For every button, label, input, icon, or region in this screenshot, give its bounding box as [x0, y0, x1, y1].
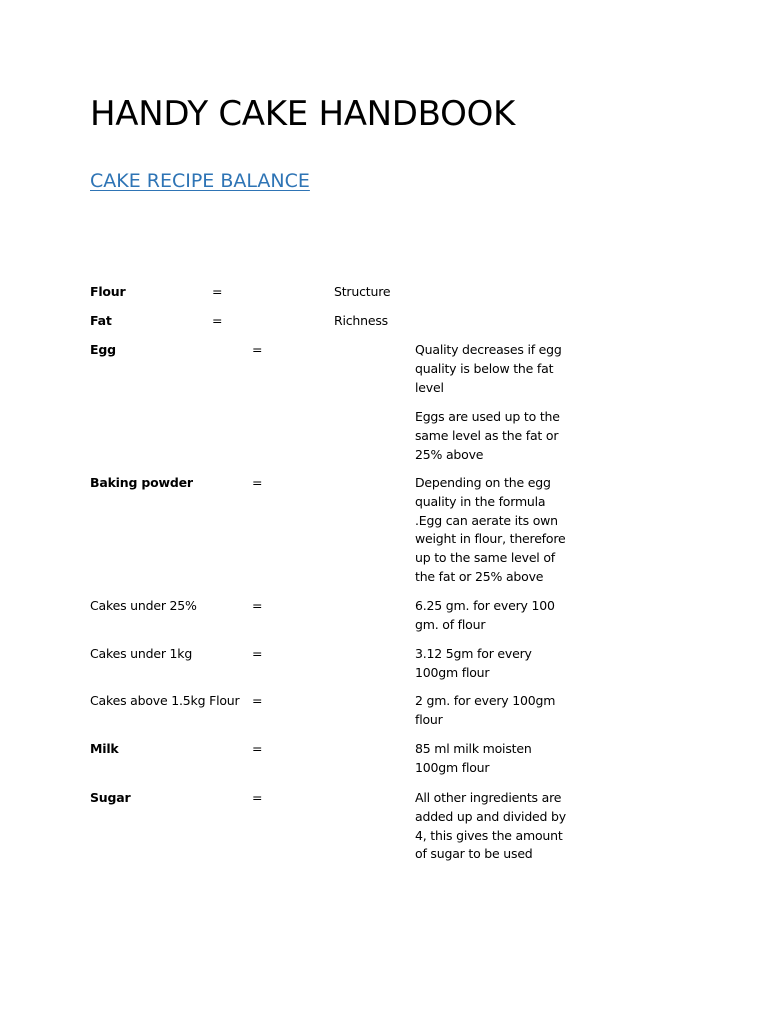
row-description: 6.25 gm. for every 100 gm. of flour [415, 598, 555, 632]
row-equals: = [252, 646, 263, 661]
row-equals: = [252, 693, 263, 708]
row-description: 85 ml milk moisten 100gm flour [415, 741, 532, 775]
row-description: Eggs are used up to the same level as the fat or 25% above [415, 409, 560, 462]
row-description: 3.12 5gm for every 100gm flour [415, 646, 532, 680]
row-equals: = [252, 741, 263, 756]
document-title: HANDY CAKE HANDBOOK [90, 94, 516, 134]
row-description: Quality decreases if egg quality is below the fat level [415, 342, 562, 395]
row-equals: = [212, 284, 223, 299]
document-subtitle: CAKE RECIPE BALANCE [90, 170, 310, 192]
row-term: Egg [90, 342, 116, 357]
row-term: Flour [90, 284, 126, 299]
row-equals: = [252, 475, 263, 490]
row-description: 2 gm. for every 100gm flour [415, 693, 556, 727]
row-term: Milk [90, 741, 119, 756]
row-equals: = [252, 598, 263, 613]
row-term: Sugar [90, 790, 131, 805]
row-description: Depending on the egg quality in the formula .Egg can aerate its own weight in flour, therefore up to the same level of the fat or 25% above [415, 475, 566, 584]
row-description: Structure [334, 284, 391, 299]
row-description: All other ingredients are added up and divided by 4, this gives the amount of sugar to be used [415, 790, 566, 862]
row-equals: = [212, 313, 223, 328]
row-equals: = [252, 342, 263, 357]
row-term: Cakes under 25% [90, 598, 197, 613]
row-equals: = [252, 790, 263, 805]
row-term: Fat [90, 313, 112, 328]
row-description: Richness [334, 313, 388, 328]
row-term: Cakes under 1kg [90, 646, 193, 661]
row-term: Baking powder [90, 475, 193, 490]
row-term: Cakes above 1.5kg Flour [90, 693, 240, 708]
